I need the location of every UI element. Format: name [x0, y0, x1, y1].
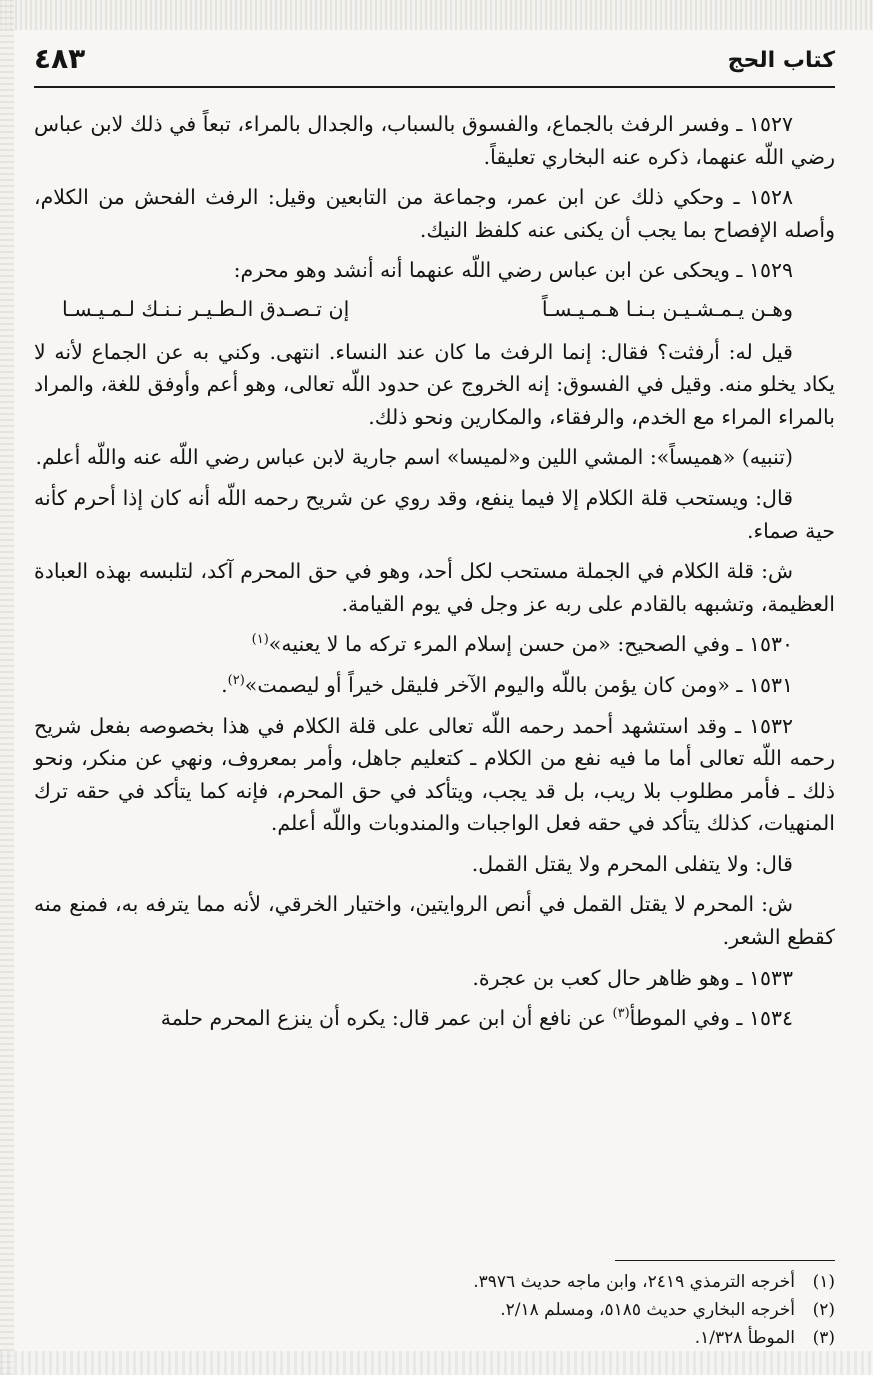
paragraph-qala-speech: قال: ويستحب قلة الكلام إلا فيما ينفع، وقد روي عن شريح رحمه اللّه أنه كان إذا أحرم كأنه حية صماء.: [34, 485, 835, 543]
footnote-rule: [615, 1260, 835, 1261]
footnote-number: (٣): [812, 1328, 835, 1348]
paragraph-sharh-speech: ش: قلة الكلام في الجملة مستحب لكل أحد، وهو في حق المحرم آكد، لتلبسه بهذه العبادة العظيمة، وتشبهه بالقادم على ربه عز وجل في يوم القيامة.: [34, 559, 835, 616]
page-edge-top: [0, 0, 873, 30]
footnotes: [34, 1268, 835, 1352]
page-edge-left: [0, 0, 14, 1375]
page-edge-bottom: [0, 1351, 873, 1375]
footnote-ref-3: (٣): [612, 1006, 630, 1022]
paragraph-1531: ١٥٣١ ـ «ومن كان يؤمن باللّه واليوم الآخر فليقل خيراً أو ليصمت»$^{(٢)}$.: [221, 672, 793, 697]
footnote-item: [34, 1296, 835, 1324]
paragraph-note: (تنبيه) «هميساً»: المشي اللين و«لميسا» اسم جارية لابن عباس رضي اللّه عنه واللّه أعلم.: [35, 445, 793, 470]
footnote-text: أخرجه البخاري حديث ٥١٨٥، ومسلم ٢/١٨.: [500, 1300, 795, 1320]
footnote-number: (١): [812, 1272, 835, 1292]
footnote-item: [34, 1324, 835, 1352]
footnote-number: (٢): [812, 1300, 835, 1320]
paragraph-1534-text-a: ١٥٣٤ ـ وفي الموطأ: [629, 1006, 793, 1031]
poem-verse: [34, 293, 835, 326]
footnote-ref-2: (٢): [227, 673, 245, 689]
paragraph-1528: ١٥٢٨ ـ وحكي ذلك عن ابن عمر، وجماعة من التابعين وقيل: الرفث الفحش من الكلام، وأصله الإفصاح بما يجب أن يكنى عنه كلفظ النيك.: [34, 185, 835, 242]
footnote-text: أخرجه الترمذي ٢٤١٩، وابن ماجه حديث ٣٩٧٦.: [473, 1272, 795, 1292]
paragraph-1532: ١٥٣٢ ـ وقد استشهد أحمد رحمه اللّه تعالى على قلة الكلام في هذا بخصوصه بفعل شريح رحمه اللّه تعالى أما ما فيه نفع من الكلام ـ كتعليم جاهل، وأمر بمعروف، ونهي عن منكر، ونحو ذلك ـ فأمر مطلوب بلا ريب، بل قد يجب، ويتأكد في حق المحرم، فإنه كما يتأكد في حقه ترك المنهيات، كذلك يتأكد في حقه فعل الواجبات والمندوبات واللّه أعلم.: [34, 713, 835, 836]
footnote-text: الموطأ ١/٣٢٨.: [694, 1328, 795, 1348]
paragraph-1534-text-b: عن نافع أن ابن عمر قال: يكره أن ينزع المحرم حلمة: [160, 1006, 613, 1031]
paragraph-1530: [34, 628, 835, 661]
chapter-title: كتاب الحج: [727, 48, 835, 73]
paragraph-qala-lice: قال: ولا يتفلى المحرم ولا يقتل القمل.: [471, 851, 793, 876]
paragraph-1529: ١٥٢٩ ـ ويحكى عن ابن عباس رضي اللّه عنهما أنه أنشد وهو محرم:: [233, 258, 793, 283]
header-rule: [34, 86, 835, 88]
page-body: [34, 108, 835, 1043]
footnote-ref-1: (١): [251, 632, 269, 648]
page-header: [34, 38, 835, 86]
paragraph-sharh-lice: ش: المحرم لا يقتل القمل في أنص الروايتين، واختيار الخرقي، لأنه مما يترفه به، فمنع منه كقطع الشعر.: [34, 892, 835, 950]
verse-first-hemistich: وهـن يـمـشـيـن بـنـا هـمـيـسـاً: [541, 296, 793, 321]
paragraph-commentary-rafath: قيل له: أرفثت؟ فقال: إنما الرفث ما كان عند النساء. انتهى. وكني به عن الجماع لأنه لا يكاد يخلو منه. وقيل في الفسوق: إنه الخروج عن حدود اللّه تعالى، وهو أعم وأوفق للغة، والمراد بالمراء المراء مع الخدم، والرفقاء، والمكارين ونحو ذلك.: [34, 339, 835, 429]
footnote-item: [34, 1268, 835, 1296]
paragraph-1531-text: ١٥٣١ ـ «ومن كان يؤمن باللّه واليوم الآخر فليقل خيراً أو ليصمت»: [244, 672, 793, 697]
paragraph-1527: ١٥٢٧ ـ وفسر الرفث بالجماع، والفسوق بالسباب، والجدال بالمراء، تبعاً في ذلك لابن عباس رضي اللّه عنهما، ذكره عنه البخاري تعليقاً.: [34, 112, 835, 169]
paragraph-1530-text: ١٥٣٠ ـ وفي الصحيح: «من حسن إسلام المرء تركه ما لا يعنيه»: [268, 632, 793, 657]
paragraph-1533: ١٥٣٣ ـ وهو ظاهر حال كعب بن عجرة.: [472, 965, 793, 990]
page-number: ٤٨٣: [34, 42, 86, 75]
verse-second-hemistich: إن تـصـدق الـطـيـر نـنـك لـمـيـسـا: [62, 296, 350, 321]
paragraph-1534: [34, 1002, 835, 1035]
